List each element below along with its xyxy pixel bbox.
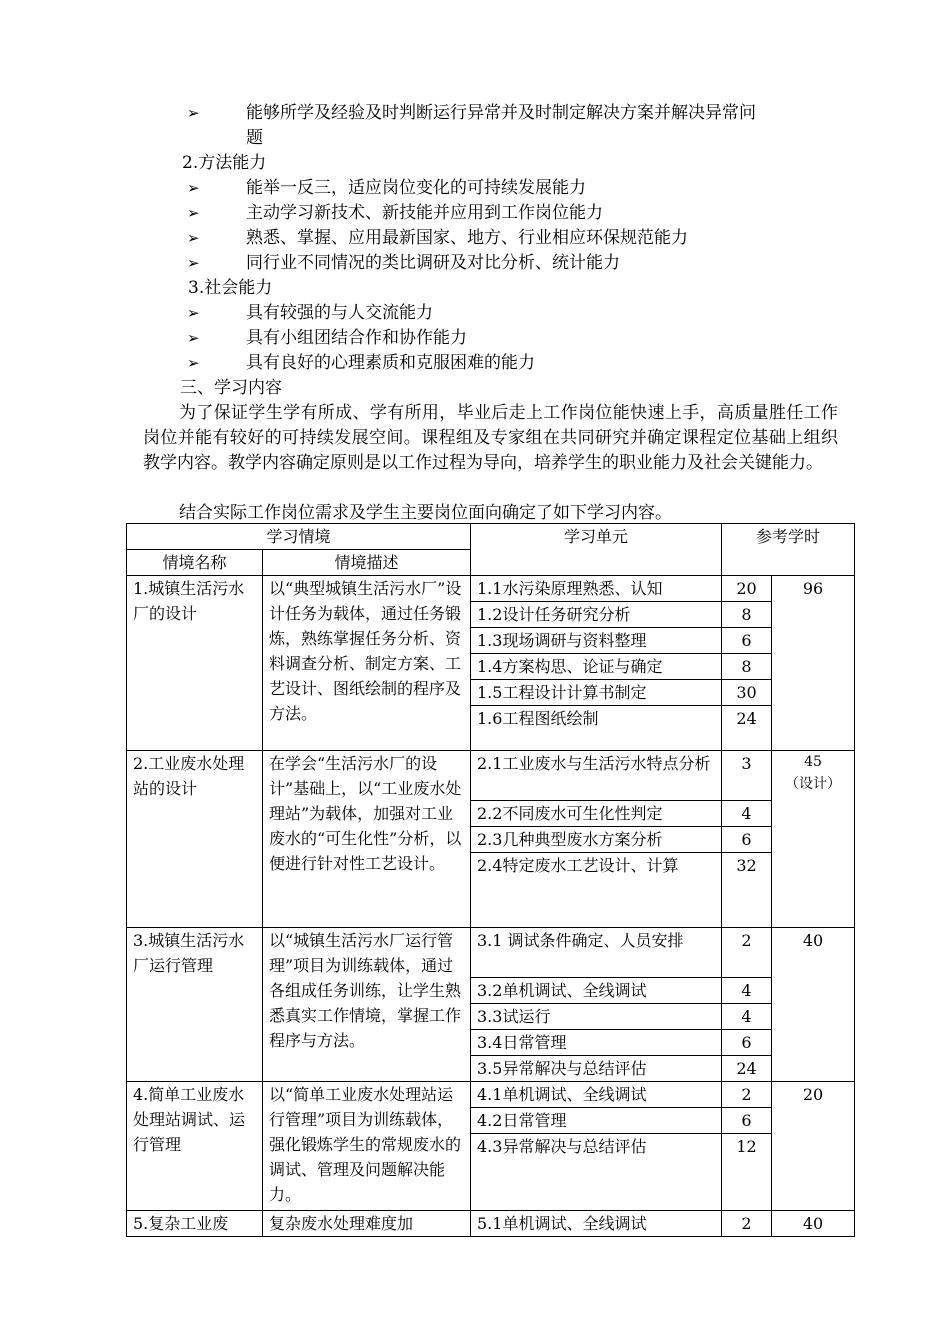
method-bullet: 熟悉、掌握、应用最新国家、地方、行业相应环保规范能力 [246,228,688,248]
social-bullet: 具有良好的心理素质和克服困难的能力 [246,353,535,373]
situation-desc: 在学会“生活污水厂的设计”基础上，以“工业废水处理站”为载体，加强对工业废水的“可生化性”分析，以便进行针对性工艺设计。 [263,751,471,928]
unit-label: 1.4方案构思、论证与确定 [471,654,722,680]
unit-hours: 4 [722,801,772,827]
situation-total-hours [772,751,855,928]
unit-hours: 24 [722,1056,772,1082]
unit-label: 2.4特定废水工艺设计、计算 [471,853,722,928]
situation-name: 3.城镇生活污水厂运行管理 [127,928,263,1082]
bullet-arrow-icon: ➢ [187,254,200,272]
unit-hours: 3 [722,751,772,801]
method-bullet: 能举一反三，适应岗位变化的可持续发展能力 [246,178,586,198]
situation-total-hours: 40 [772,928,855,1082]
unit-hours: 2 [722,928,772,978]
table-row [127,1082,855,1108]
unit-hours: 24 [722,706,772,751]
bullet-arrow-icon: ➢ [187,329,200,347]
unit-hours: 32 [722,853,772,928]
unit-label: 4.2日常管理 [471,1108,722,1134]
method-bullet: 同行业不同情况的类比调研及对比分析、统计能力 [246,253,620,273]
table-row [127,751,855,801]
header-reference-hours: 参考学时 [722,524,855,576]
situation-total-hours: 40 [772,1211,855,1237]
paragraph-table-lead: 结合实际工作岗位需求及学生主要岗位面向确定了如下学习内容。 [179,503,672,523]
unit-hours: 2 [722,1211,772,1237]
paragraph-intro: 为了保证学生学有所成、学有所用，毕业后走上工作岗位能快速上手，高质量胜任工作岗位并能有较好的可持续发展空间。课程组及专家组在共同研究并确定课程定位基础上组织教学内容。教学内容确定原则是以工作过程为导向，培养学生的职业能力及社会关键能力。 [143,403,838,473]
bullet-arrow-icon: ➢ [187,354,200,372]
unit-hours: 6 [722,628,772,654]
bullet-arrow-icon: ➢ [187,304,200,322]
social-bullet: 具有小组团结合作和协作能力 [246,328,467,348]
unit-hours: 4 [722,1004,772,1030]
situation-name: 2.工业废水处理站的设计 [127,751,263,928]
situation-total-hours: 20 [772,1082,855,1211]
section-heading-learning-content: 三、学习内容 [180,378,282,398]
unit-hours: 30 [722,680,772,706]
unit-label: 3.2单机调试、全线调试 [471,978,722,1004]
unit-hours: 6 [722,827,772,853]
bullet-arrow-icon: ➢ [187,229,200,247]
unit-hours: 12 [722,1134,772,1211]
unit-label: 4.1单机调试、全线调试 [471,1082,722,1108]
situation-total-value: 45 [804,754,822,770]
bullet-arrow-icon: ➢ [187,104,200,122]
header-learning-unit: 学习单元 [471,524,722,576]
unit-hours: 6 [722,1030,772,1056]
unit-label: 3.5异常解决与总结评估 [471,1056,722,1082]
unit-hours: 6 [722,1108,772,1134]
unit-label: 3.1 调试条件确定、人员安排 [471,928,722,978]
unit-label: 4.3异常解决与总结评估 [471,1134,722,1211]
unit-label: 1.1水污染原理熟悉、认知 [471,576,722,602]
situation-total-hours: 96 [772,576,855,751]
situation-desc: 以“城镇生活污水厂运行管理”项目为训练载体，通过各组成任务训练，让学生熟悉真实工作情境，掌握工作程序与方法。 [263,928,471,1082]
unit-label: 2.1工业废水与生活污水特点分析 [471,751,722,801]
unit-label: 3.4日常管理 [471,1030,722,1056]
situation-name: 1.城镇生活污水厂的设计 [127,576,263,751]
header-situation-name: 情境名称 [127,550,263,576]
unit-label: 1.2设计任务研究分析 [471,602,722,628]
situation-total-note: （设计） [785,776,841,792]
unit-label: 3.3试运行 [471,1004,722,1030]
intro-bullet-text: 能够所学及经验及时判断运行异常并及时制定解决方案并解决异常问 [246,103,756,123]
unit-hours: 20 [722,576,772,602]
unit-hours: 8 [722,602,772,628]
unit-label: 1.5工程设计计算书制定 [471,680,722,706]
unit-hours: 2 [722,1082,772,1108]
header-situation-desc: 情境描述 [263,550,471,576]
header-learning-situation: 学习情境 [127,524,471,550]
situation-desc: 复杂废水处理难度加 [263,1211,471,1237]
method-bullet: 主动学习新技术、新技能并应用到工作岗位能力 [246,203,603,223]
unit-label: 1.6工程图纸绘制 [471,706,722,751]
social-bullet: 具有较强的与人交流能力 [246,303,433,323]
unit-label: 5.1单机调试、全线调试 [471,1211,722,1237]
situation-desc: 以“简单工业废水处理站运行管理”项目为训练载体，强化锻炼学生的常规废水的调试、管理及问题解决能力。 [263,1082,471,1211]
unit-label: 2.3几种典型废水方案分析 [471,827,722,853]
social-ability-heading: 3.社会能力 [188,278,273,298]
unit-label: 2.2不同废水可生化性判定 [471,801,722,827]
table-row [127,1211,855,1237]
table-row [127,928,855,978]
bullet-arrow-icon: ➢ [187,179,200,197]
unit-hours: 4 [722,978,772,1004]
table-row [127,576,855,602]
unit-label: 1.3现场调研与资料整理 [471,628,722,654]
intro-bullet-text-cont: 题 [246,128,263,148]
situation-desc: 以“典型城镇生活污水厂”设计任务为载体，通过任务锻炼，熟练掌握任务分析、资料调查分析、制定方案、工艺设计、图纸绘制的程序及方法。 [263,576,471,751]
learning-content-table [126,523,855,1237]
situation-name: 4.简单工业废水处理站调试、运行管理 [127,1082,263,1211]
unit-hours: 8 [722,654,772,680]
method-ability-heading: 2.方法能力 [182,153,267,173]
situation-name: 5.复杂工业废 [127,1211,263,1237]
bullet-arrow-icon: ➢ [187,204,200,222]
